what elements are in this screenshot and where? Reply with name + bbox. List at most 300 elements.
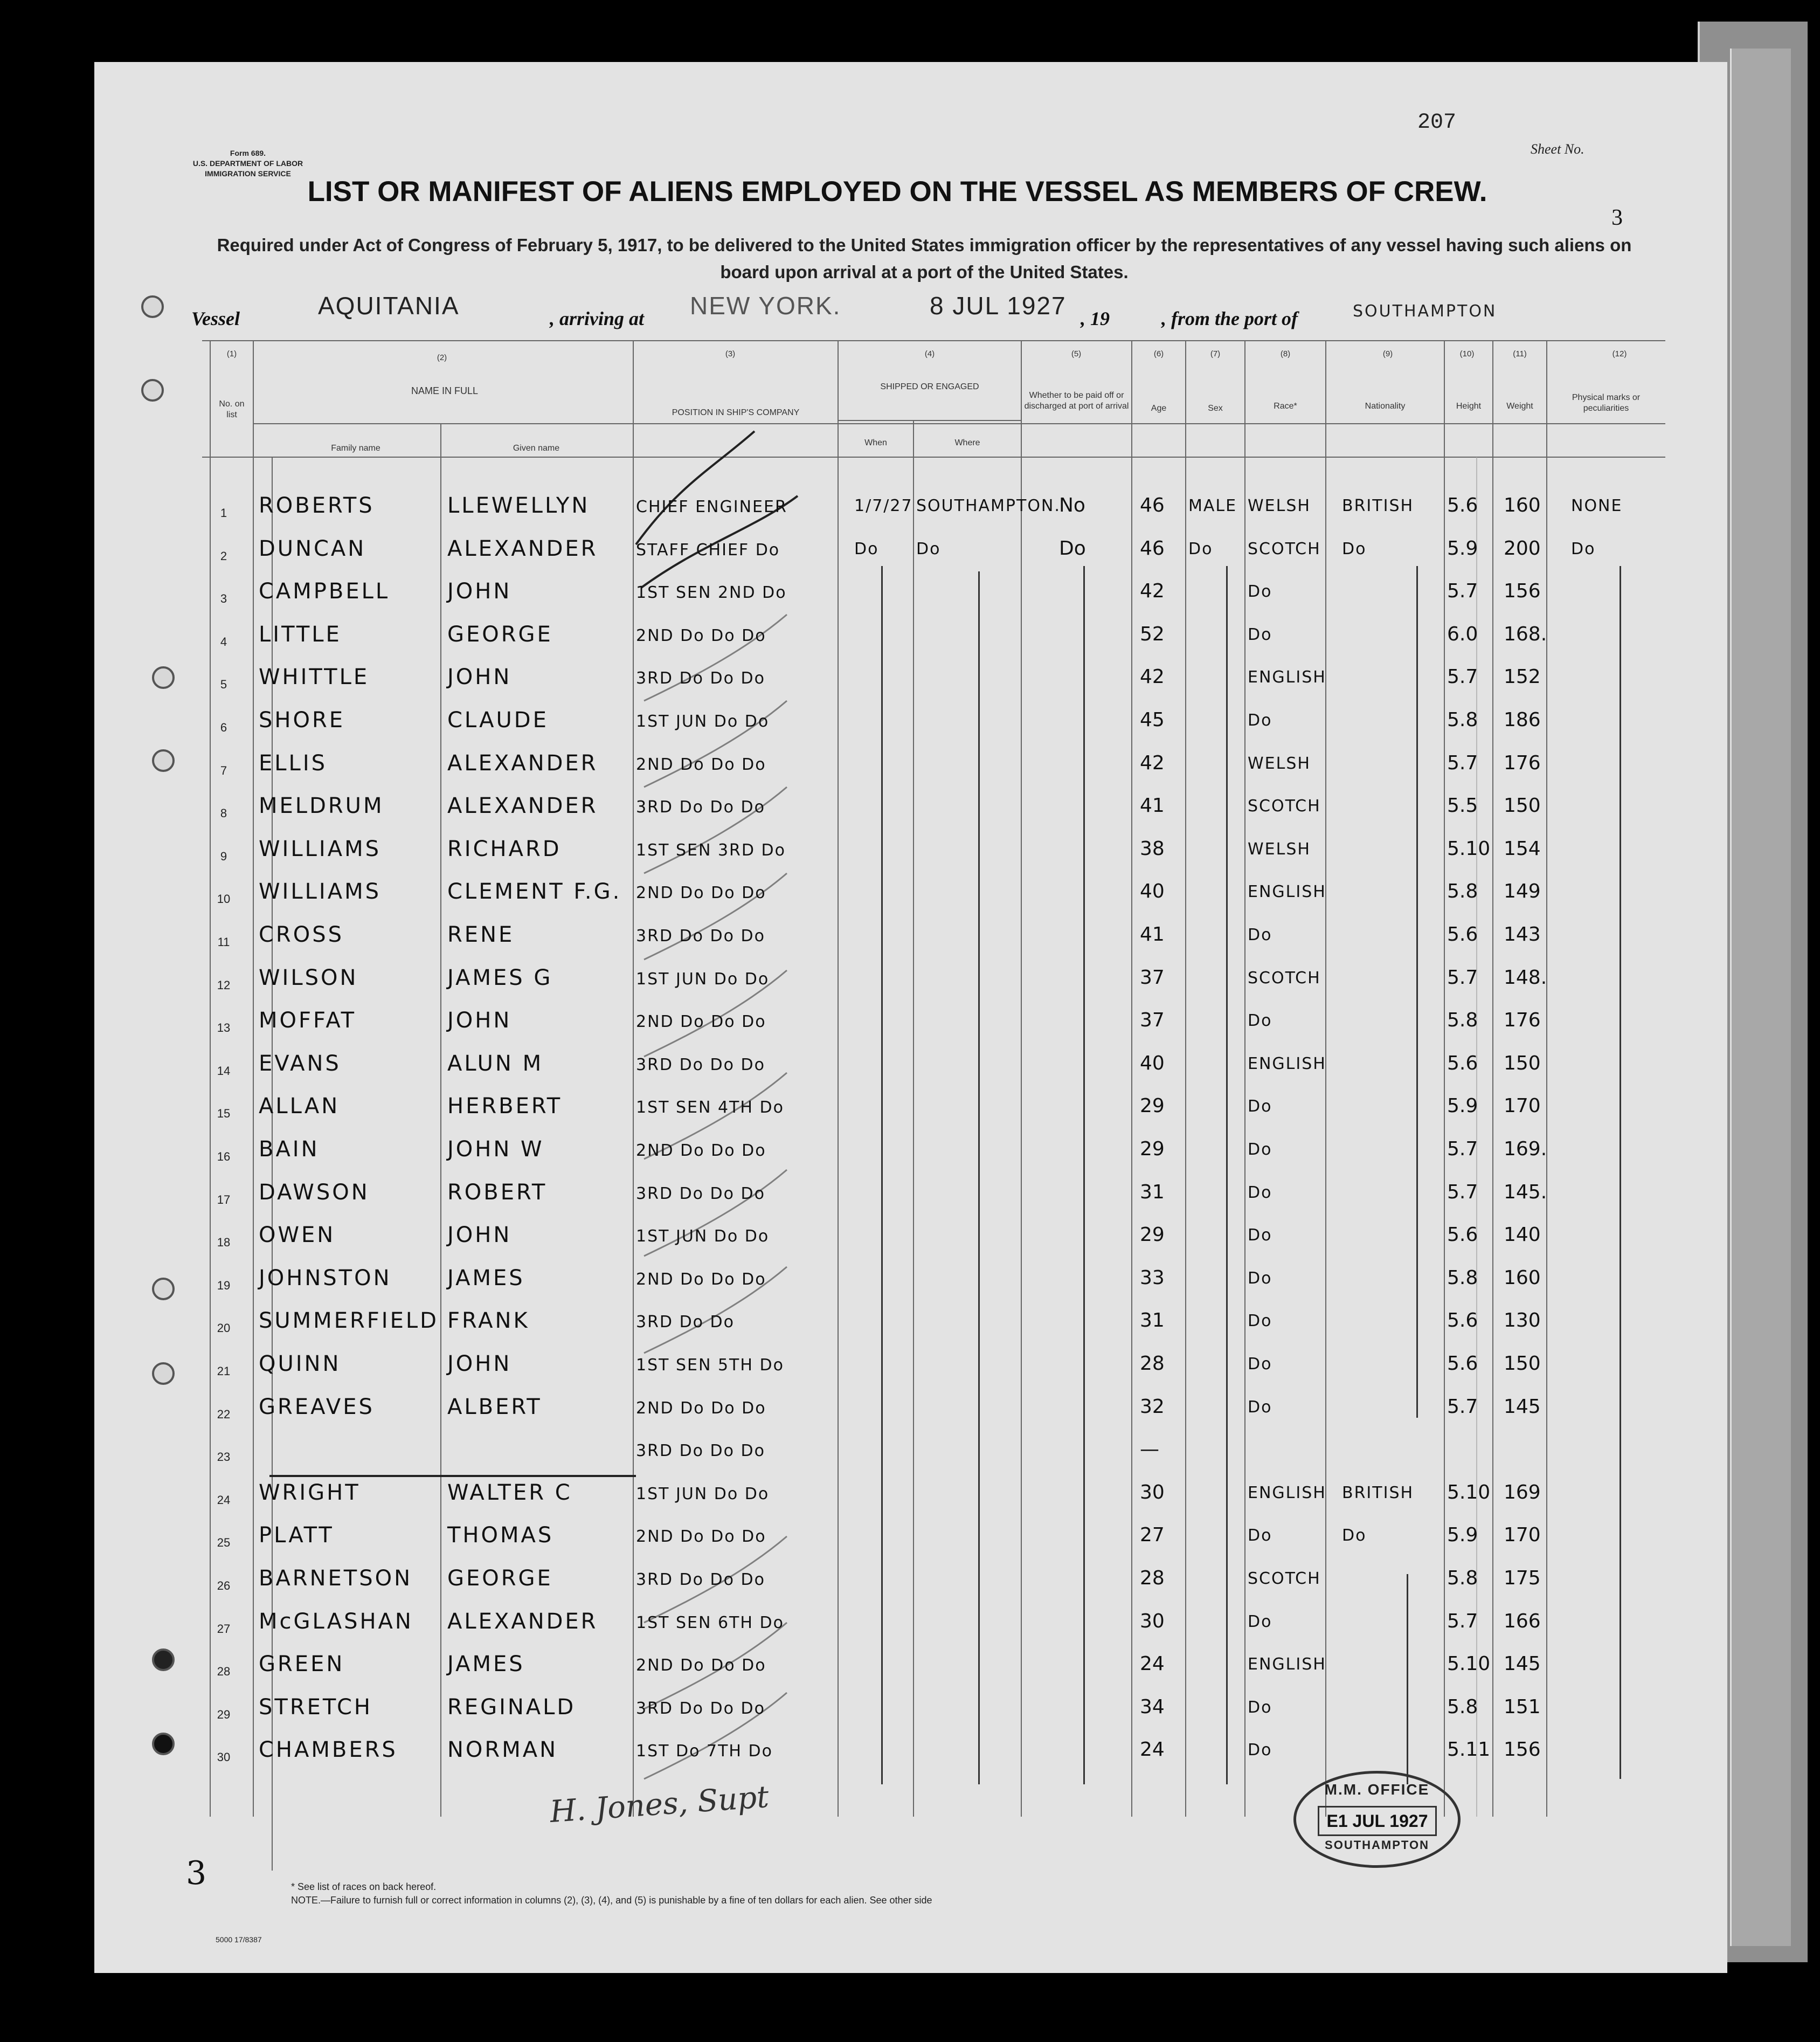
header-paid-off: Whether to be paid off or discharged at port of arrival [1024, 391, 1129, 411]
row-family: McGLASHAN [259, 1609, 413, 1634]
row-no: 22 [217, 1407, 231, 1421]
row-race: Do [1248, 1312, 1272, 1331]
row-family: GREAVES [259, 1394, 375, 1419]
row-age: 37 [1140, 966, 1165, 989]
row-given: RENE [447, 922, 515, 947]
row-height: 5.6 [1447, 1052, 1478, 1074]
row-position: 3RD Do Do Do [636, 1055, 766, 1074]
row-family: CAMPBELL [259, 579, 390, 604]
row-position: 1ST SEN 4TH Do [636, 1098, 784, 1117]
header-age: Age [1151, 404, 1167, 413]
row-height: 5.8 [1447, 1695, 1478, 1718]
row-given: ALEXANDER [447, 1609, 598, 1634]
row-no: 11 [217, 935, 230, 949]
footnote-note: NOTE.—Failure to furnish full or correct information in columns (2), (3), (4), and (5) is punishable by a fine of ten dollars for each alien. See other side [291, 1895, 932, 1906]
row-position: STAFF CHIEF Do [636, 540, 780, 560]
row-age: 29 [1140, 1095, 1165, 1117]
row-given: WALTER C [447, 1480, 572, 1505]
row-given: ROBERT [447, 1179, 548, 1205]
ditto-line [1416, 566, 1418, 1418]
row-position: 3RD Do Do Do [636, 1184, 766, 1203]
row-race: ENGLISH [1248, 1483, 1326, 1502]
row-no: 7 [220, 763, 227, 777]
row-no: 14 [217, 1064, 231, 1078]
row-sex: MALE [1188, 496, 1237, 515]
col-number: (10) [1459, 349, 1475, 358]
row-age: 46 [1140, 537, 1165, 560]
row-race: ENGLISH [1248, 668, 1326, 687]
row-sex: Do [1188, 539, 1213, 558]
row-given: FRANK [447, 1308, 530, 1334]
row-height: 5.7 [1447, 1181, 1478, 1203]
row-height: 5.7 [1447, 1395, 1478, 1418]
row-no: 18 [217, 1236, 231, 1250]
row-no: 19 [217, 1278, 231, 1292]
row-no: 5 [220, 678, 227, 692]
vessel-line [191, 291, 1646, 340]
row-position: 2ND Do Do Do [636, 1398, 766, 1418]
row-position: 1ST JUN Do Do [636, 969, 770, 989]
row-family: SHORE [259, 708, 345, 733]
row-age: 42 [1140, 751, 1165, 774]
row-given: CLAUDE [447, 708, 549, 733]
row-no: 17 [217, 1192, 231, 1206]
col-number: (9) [1382, 349, 1393, 358]
header-shipped: SHIPPED OR ENGAGED [880, 382, 979, 391]
header-height: Height [1456, 402, 1482, 411]
row-given: GEORGE [447, 622, 553, 647]
row-race: WELSH [1248, 754, 1311, 773]
header-no-on-list: No. on list [219, 399, 245, 419]
row-height: 5.7 [1447, 966, 1478, 989]
row-weight: 150 [1504, 1052, 1541, 1074]
row-position: 2ND Do Do Do [636, 1012, 766, 1032]
row-paid: Do [1059, 537, 1086, 560]
row-marks: NONE [1571, 496, 1623, 515]
row-age: 41 [1140, 923, 1165, 946]
punch-hole-icon [141, 379, 164, 402]
row-height: 5.5 [1447, 795, 1478, 817]
ditto-line [978, 571, 980, 1784]
row-no: 13 [217, 1021, 231, 1035]
row-age: 29 [1140, 1138, 1165, 1160]
ditto-line [1620, 566, 1621, 1779]
ditto-line [881, 566, 883, 1784]
arrival-port: NEW YORK. [690, 292, 841, 320]
row-height: 5.10 [1447, 1481, 1491, 1503]
row-position: 2ND Do Do Do [636, 1527, 766, 1547]
row-race: SCOTCH [1248, 968, 1321, 988]
row-weight: 160 [1504, 1266, 1541, 1289]
row-weight: 160 [1504, 494, 1541, 516]
row-weight: 156 [1504, 1739, 1541, 1761]
row-weight: 150 [1504, 1353, 1541, 1375]
row-given: ALBERT [447, 1394, 542, 1419]
row-position: 2ND Do Do Do [636, 1270, 766, 1289]
row-height: 5.8 [1447, 1266, 1478, 1289]
row-weight: 200 [1504, 537, 1541, 560]
arriving-label: , arriving at [550, 308, 645, 329]
row-when: 1/7/27 [854, 496, 913, 515]
row-position: 2ND Do Do Do [636, 884, 766, 903]
row-no: 15 [217, 1107, 231, 1121]
row-age: 42 [1140, 666, 1165, 688]
row-age: 32 [1140, 1395, 1165, 1418]
row-position: 2ND Do Do Do [636, 1656, 766, 1675]
row-height: 5.9 [1447, 1095, 1478, 1117]
row-height: 5.7 [1447, 751, 1478, 774]
row-nationality: BRITISH [1342, 496, 1414, 515]
row-position: 3RD Do Do Do [636, 927, 766, 946]
row-family: DAWSON [259, 1179, 370, 1205]
row-given: GEORGE [447, 1566, 553, 1591]
row-given: REGINALD [447, 1694, 576, 1720]
row-height: 6.0 [1447, 623, 1478, 645]
row-race: Do [1248, 1741, 1272, 1760]
row-position: 3RD Do Do Do [636, 669, 766, 688]
punch-hole-icon [141, 295, 164, 318]
header-sex: Sex [1208, 404, 1223, 413]
row-family: EVANS [259, 1051, 341, 1076]
row-family: SUMMERFIELD [259, 1308, 439, 1334]
row-age: 34 [1140, 1695, 1165, 1718]
row-no: 25 [217, 1536, 231, 1550]
row-weight: 148. [1504, 966, 1547, 989]
print-code: 5000 17/8387 [216, 1935, 262, 1944]
punch-hole-icon [152, 749, 175, 772]
row-weight: 186 [1504, 709, 1541, 731]
row-height: 5.8 [1447, 1009, 1478, 1032]
row-given: JOHN [447, 1223, 512, 1248]
row-no: 28 [217, 1665, 231, 1679]
row-race: ENGLISH [1248, 882, 1326, 902]
row-weight: 169 [1504, 1481, 1541, 1503]
row-given: ALEXANDER [447, 536, 598, 561]
row-race: SCOTCH [1248, 797, 1321, 816]
punch-hole-icon [152, 1733, 175, 1755]
row-race: Do [1248, 1698, 1272, 1717]
col-number: (8) [1280, 349, 1291, 358]
row-family: MELDRUM [259, 794, 384, 819]
row-weight: 145 [1504, 1395, 1541, 1418]
row-no: 30 [217, 1750, 231, 1764]
row-given: THOMAS [447, 1523, 554, 1548]
row-nationality: BRITISH [1342, 1483, 1414, 1502]
row-given: LLEWELLYN [447, 493, 590, 518]
header-race: Race* [1274, 402, 1297, 411]
row-given: JOHN [447, 579, 512, 604]
row-weight: 150 [1504, 795, 1541, 817]
row-family: CHAMBERS [259, 1737, 398, 1763]
service-name: IMMIGRATION SERVICE [205, 169, 291, 178]
row-race: Do [1248, 1140, 1272, 1159]
row-height: 5.8 [1447, 709, 1478, 731]
row-weight: 145 [1504, 1653, 1541, 1675]
vessel-name: AQUITANIA [318, 292, 460, 320]
paper-stack-edge-inner [1730, 49, 1791, 1946]
row-family: WILSON [259, 965, 358, 990]
row-race: Do [1248, 1526, 1272, 1546]
row-no: 1 [220, 506, 227, 520]
col-number: (3) [725, 349, 736, 358]
row-race: Do [1248, 1268, 1272, 1288]
row-family: GREEN [259, 1652, 345, 1677]
row-no: 23 [217, 1450, 231, 1464]
row-height: 5.9 [1447, 537, 1478, 560]
row-weight: 140 [1504, 1224, 1541, 1246]
row-race: SCOTCH [1248, 539, 1321, 558]
row-no: 9 [220, 849, 227, 863]
stamp-date: E1 JUL 1927 [1318, 1806, 1437, 1836]
row-height: 5.6 [1447, 1309, 1478, 1332]
row-height: 5.6 [1447, 923, 1478, 946]
row-given: ALEXANDER [447, 794, 598, 819]
punch-hole-icon [152, 1278, 175, 1300]
page-subtitle: Required under Act of Congress of February 5, 1917, to be delivered to the United States immigration officer by the representatives of any vessel having such aliens on board upon arrival at a port of the United States. [217, 235, 1632, 282]
row-no: 6 [220, 721, 227, 734]
row-position: 1ST Do 7TH Do [636, 1742, 773, 1761]
row-given: JOHN [447, 1351, 512, 1376]
row-no: 21 [217, 1364, 231, 1378]
row-race: Do [1248, 1097, 1272, 1116]
row-family: BAIN [259, 1137, 320, 1162]
signature: H. Jones, Supt [549, 1779, 770, 1830]
row-weight: 175 [1504, 1567, 1541, 1589]
row-given: JAMES G [447, 965, 553, 990]
row-height: 5.6 [1447, 1224, 1478, 1246]
row-race: WELSH [1248, 496, 1311, 515]
row-age: 40 [1140, 1052, 1165, 1074]
row-marks: Do [1571, 539, 1596, 558]
row-nationality: Do [1342, 539, 1367, 558]
row-weight: 154 [1504, 837, 1541, 860]
header-given-name: Given name [513, 444, 560, 453]
row-when: Do [854, 539, 879, 558]
row-height: 5.7 [1447, 1138, 1478, 1160]
page-title: LIST OR MANIFEST OF ALIENS EMPLOYED ON THE VESSEL AS MEMBERS OF CREW. [307, 176, 1487, 208]
row-given: NORMAN [447, 1737, 558, 1763]
row-family: QUINN [259, 1351, 341, 1376]
col-number: (1) [226, 349, 237, 358]
row-position: CHIEF ENGINEER [636, 498, 787, 516]
row-position: 3RD Do Do Do [636, 1699, 766, 1718]
row-weight: 176 [1504, 751, 1541, 774]
row-given: RICHARD [447, 836, 562, 861]
row-no: 16 [217, 1150, 231, 1163]
row-weight: 156 [1504, 580, 1541, 603]
col-number: (7) [1210, 349, 1221, 358]
row-age: 33 [1140, 1266, 1165, 1289]
sheet-label: Sheet No. [1531, 141, 1584, 157]
row-given: JOHN [447, 665, 512, 690]
row-position: 3RD Do Do [636, 1313, 735, 1332]
row-no: 26 [217, 1579, 231, 1592]
row-position: 3RD Do Do Do [636, 798, 766, 817]
sheet-number: 207 [1417, 111, 1457, 135]
row-height: 5.10 [1447, 1653, 1491, 1675]
row-position: 3RD Do Do Do [636, 1441, 766, 1461]
row-race: Do [1248, 1397, 1272, 1417]
row-age: 24 [1140, 1739, 1165, 1761]
row-weight: 168. [1504, 623, 1547, 645]
header-name-in-full: NAME IN FULL [411, 385, 479, 396]
row-position: 1ST SEN 2ND Do [636, 583, 787, 603]
row-height: 5.7 [1447, 1610, 1478, 1632]
row-age: 42 [1140, 580, 1165, 603]
row-family: ELLIS [259, 750, 328, 776]
ditto-line [1226, 566, 1228, 1784]
punch-hole-icon [152, 1648, 175, 1671]
row-weight: 169. [1504, 1138, 1547, 1160]
row-no: 10 [217, 892, 231, 906]
corner-mark: 3 [1611, 205, 1623, 230]
row-weight: 145. [1504, 1181, 1547, 1203]
row-height: 5.7 [1447, 580, 1478, 603]
ditto-line [1407, 1574, 1408, 1784]
row-age: 28 [1140, 1353, 1165, 1375]
row-given: ALUN M [447, 1051, 544, 1076]
header-family-name: Family name [331, 444, 380, 453]
row-age: — [1140, 1438, 1159, 1461]
row-position: 2ND Do Do Do [636, 626, 766, 645]
row-height: 5.6 [1447, 494, 1478, 516]
row-position: 1ST SEN 6TH Do [636, 1613, 784, 1632]
row-no: 8 [220, 806, 227, 820]
arrival-date: 8 JUL 1927 [930, 292, 1067, 320]
row-family: MOFFAT [259, 1008, 357, 1033]
row-given: JOHN W [447, 1137, 544, 1162]
row-given: JOHN [447, 1008, 512, 1033]
col-number: (4) [924, 349, 935, 358]
row-family: CROSS [259, 922, 344, 947]
row-position: 2ND Do Do Do [636, 1141, 766, 1160]
row-age: 24 [1140, 1653, 1165, 1675]
footnote-races: * See list of races on back hereof. [291, 1881, 437, 1892]
punch-hole-icon [152, 1362, 175, 1385]
row-weight: 143 [1504, 923, 1541, 946]
row-position: 1ST JUN Do Do [636, 1484, 770, 1503]
row-given: ALEXANDER [447, 750, 598, 776]
row-given: JAMES [447, 1265, 525, 1291]
row-position: 2ND Do Do Do [636, 755, 766, 774]
header-position: POSITION IN SHIP'S COMPANY [672, 408, 800, 417]
row-family: STRETCH [259, 1694, 372, 1720]
stamp-port: SOUTHAMPTON [1325, 1838, 1429, 1852]
row-weight: 130 [1504, 1309, 1541, 1332]
row-family: ROBERTS [259, 493, 375, 518]
row-age: 45 [1140, 709, 1165, 731]
col-number: (11) [1513, 349, 1527, 358]
row-race: ENGLISH [1248, 1655, 1326, 1674]
row-position: 3RD Do Do Do [636, 1570, 766, 1589]
row-family: JOHNSTON [259, 1265, 392, 1291]
row-height: 5.9 [1447, 1524, 1478, 1547]
year-label: , 19 [1081, 308, 1110, 329]
row-position: 1ST SEN 5TH Do [636, 1356, 784, 1375]
row-family: DUNCAN [259, 536, 366, 561]
row-age: 41 [1140, 795, 1165, 817]
row-no: 12 [217, 978, 231, 992]
row-race: Do [1248, 1612, 1272, 1631]
row-family: LITTLE [259, 622, 342, 647]
row-weight: 170 [1504, 1095, 1541, 1117]
row-race: Do [1248, 1355, 1272, 1374]
row-race: Do [1248, 582, 1272, 602]
form-header [162, 148, 334, 179]
row-age: 27 [1140, 1524, 1165, 1547]
row-age: 31 [1140, 1181, 1165, 1203]
row-paid: No [1059, 494, 1085, 516]
row-family: BARNETSON [259, 1566, 413, 1591]
row-family: WHITTLE [259, 665, 370, 690]
row-weight: 151 [1504, 1695, 1541, 1718]
row-weight: 166 [1504, 1610, 1541, 1632]
row-family: WRIGHT [259, 1480, 361, 1505]
row-race: ENGLISH [1248, 1054, 1326, 1073]
header-nationality: Nationality [1365, 402, 1406, 411]
row-age: 30 [1140, 1610, 1165, 1632]
row-height: 5.7 [1447, 666, 1478, 688]
row-weight: 170 [1504, 1524, 1541, 1547]
row-no: 20 [217, 1321, 231, 1335]
bottom-mark: 3 [186, 1854, 207, 1892]
row-family: WILLIAMS [259, 879, 381, 905]
ditto-line [1083, 566, 1085, 1784]
row-race: Do [1248, 625, 1272, 644]
row-race: Do [1248, 1226, 1272, 1245]
row-age: 40 [1140, 880, 1165, 903]
row-weight: 149 [1504, 880, 1541, 903]
row-given: HERBERT [447, 1094, 563, 1119]
row-weight: 176 [1504, 1009, 1541, 1032]
col-number: (6) [1153, 349, 1164, 358]
office-stamp [1293, 1771, 1461, 1868]
department-name: U.S. DEPARTMENT OF LABOR [192, 159, 303, 168]
row-given: CLEMENT F.G. [447, 879, 622, 905]
row-age: 37 [1140, 1009, 1165, 1032]
row-height: 5.11 [1447, 1739, 1491, 1761]
row-family: ALLAN [259, 1094, 340, 1119]
row-family: PLATT [259, 1523, 334, 1548]
row-race: WELSH [1248, 839, 1311, 859]
row-height: 5.6 [1447, 1353, 1478, 1375]
header-when: When [864, 438, 887, 447]
row-given: JAMES [447, 1652, 525, 1677]
row-age: 28 [1140, 1567, 1165, 1589]
row-age: 29 [1140, 1224, 1165, 1246]
row-age: 30 [1140, 1481, 1165, 1503]
row-age: 46 [1140, 494, 1165, 516]
row-race: Do [1248, 926, 1272, 944]
row-no: 2 [220, 549, 227, 563]
header-where: Where [954, 438, 980, 447]
row-weight: 152 [1504, 666, 1541, 688]
row-race: SCOTCH [1248, 1569, 1321, 1588]
row-position: 1ST SEN 3RD Do [636, 840, 786, 860]
row-where: Do [916, 539, 941, 558]
row-position: 1ST JUN Do Do [636, 712, 770, 731]
row-where: SOUTHAMPTON. [916, 496, 1061, 515]
col-number: (12) [1612, 349, 1627, 358]
departure-port: SOUTHAMPTON [1353, 302, 1497, 321]
row-age: 38 [1140, 837, 1165, 860]
from-port-label: , from the port of [1161, 308, 1298, 329]
row-height: 5.8 [1447, 1567, 1478, 1589]
punch-hole-icon [152, 666, 175, 689]
row-age: 31 [1140, 1309, 1165, 1332]
header-marks: Physical marks or peculiarities [1572, 393, 1641, 413]
form-number: Form 689. [230, 149, 266, 157]
